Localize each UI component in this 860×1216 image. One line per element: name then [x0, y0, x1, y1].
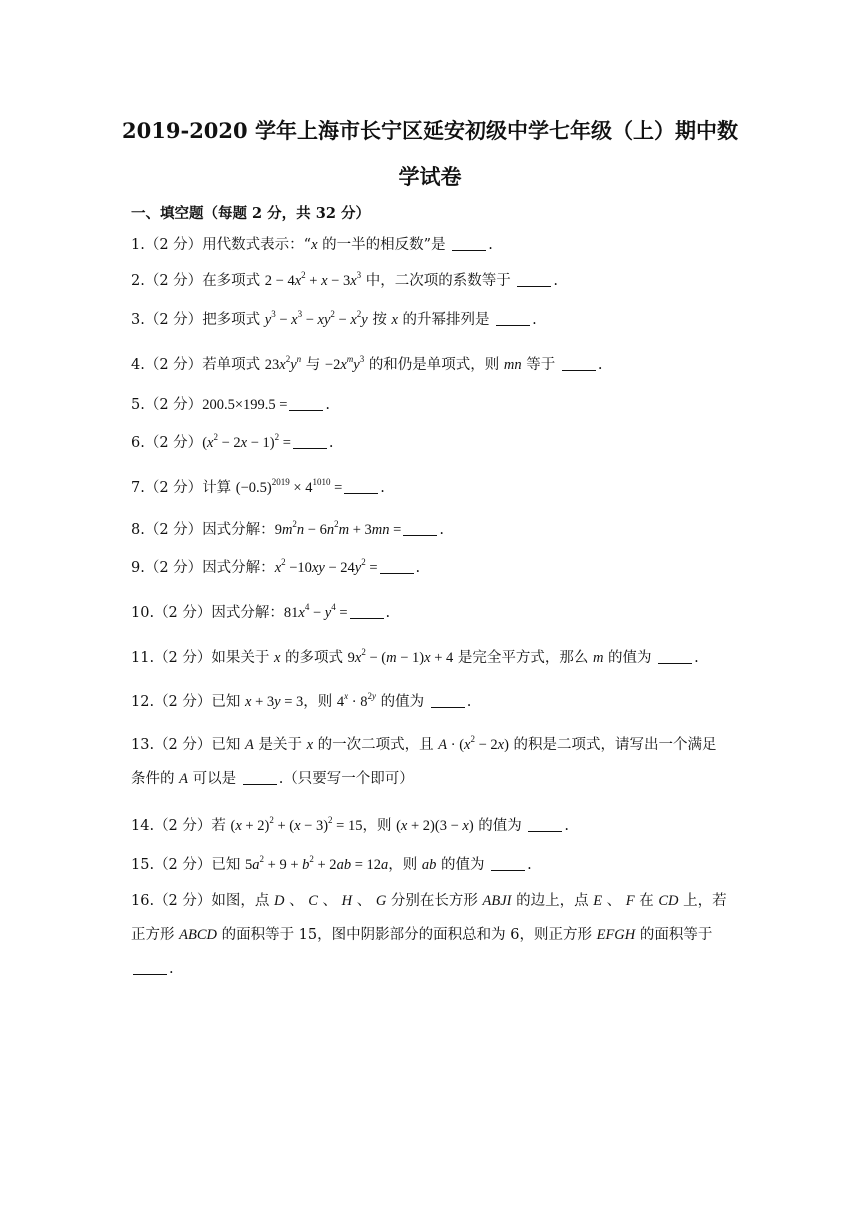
answer-blank[interactable]: [528, 817, 562, 832]
answer-blank[interactable]: [491, 856, 525, 871]
question-11: 11.（2 分）如果关于 x 的多项式 $9x^2 - (m - 1)x + 4$ 是完全平方式，那么 m 的值为 .: [131, 647, 699, 666]
question-5: 5.（2 分）200.5×199.5 = .: [131, 397, 331, 413]
math-expression: $-2x^my^3$: [324, 354, 365, 373]
math-expression: $9x^2 - (m - 1)x + 4$: [347, 647, 454, 666]
answer-blank[interactable]: [380, 559, 414, 574]
answer-blank[interactable]: [431, 693, 465, 708]
answer-blank[interactable]: [243, 770, 277, 785]
math-expression: $(-0.5)^{2019} \times 4^{1010}$ =: [235, 477, 343, 496]
title-line-2: 学试卷: [398, 164, 462, 189]
math-expression: 200.5×199.5 =: [202, 397, 288, 413]
question-12: 12.（2 分）已知 x + 3y = 3，则 $4^x \cdot 8^{2y}$ 的值为 .: [131, 691, 472, 710]
answer-blank[interactable]: [562, 356, 596, 371]
question-15: 15.（2 分）已知 $5a^2 + 9 + b^2 + 2ab = 12a$，则 ab 的值为 .: [131, 854, 532, 873]
exam-title: [100, 108, 760, 200]
question-8: 8.（2 分）因式分解：$9m^2n - 6n^2m + 3mn$ = .: [131, 519, 444, 538]
answer-blank[interactable]: [133, 960, 167, 975]
question-9: 9.（2 分）因式分解：$x^2 -10xy - 24y^2$ = .: [131, 557, 421, 576]
question-4: 4.（2 分）若单项式 $23x^2y^n$ 与 $-2x^my^3$ 的和仍是单项式，则 mn 等于 .: [131, 354, 603, 373]
answer-blank[interactable]: [350, 604, 384, 619]
question-1: 1.（2 分）用代数式表示：“x 的一半的相反数”是 .: [131, 237, 493, 253]
question-10: 10.（2 分）因式分解：$81x^4 - y^4$ = .: [131, 602, 391, 621]
title-line-1: 2019-2020 学年上海市长宁区延安初级中学七年级（上）期中数: [122, 118, 738, 143]
math-expression: $(x + 2)^2 + (x - 3)^2 = 15$: [230, 815, 363, 834]
question-14: 14.（2 分）若 $(x + 2)^2 + (x - 3)^2 = 15$，则 (x + 2)(3 − x) 的值为 .: [131, 815, 569, 834]
question-16: 16.（2 分）如图，点 D 、 C 、 H 、 G 分别在长方形 ABJI 的边上，点 E 、 F 在 CD 上，若正方形 ABCD 的面积等于 15，图中阴影部分的面积总和为 6，则正方形 EFGH 的面积等于 .: [131, 893, 727, 977]
answer-blank[interactable]: [344, 479, 378, 494]
math-expression: $(x^2 - 2x - 1)^2$ =: [202, 432, 291, 451]
math-expression: $x^2 -10xy - 24y^2$ =: [274, 557, 378, 576]
question-7: 7.（2 分）计算 $(-0.5)^{2019} \times 4^{1010}$ = .: [131, 477, 385, 496]
math-expression: x + 3y = 3: [245, 694, 304, 710]
math-expression: $81x^4 - y^4$ =: [283, 602, 348, 621]
math-expression: $y^3 - x^3 - xy^2 - x^2y$: [264, 309, 368, 328]
answer-blank[interactable]: [517, 272, 551, 287]
answer-blank[interactable]: [496, 311, 530, 326]
math-expression: (x + 2)(3 − x): [396, 818, 474, 834]
answer-blank[interactable]: [403, 521, 437, 536]
math-expression: $A \cdot (x^2 - 2x)$: [438, 734, 509, 753]
section-heading: 一、填空题（每题 2 分，共 32 分）: [131, 205, 370, 222]
math-expression: $23x^2y^n$: [264, 354, 302, 373]
math-expression: $5a^2 + 9 + b^2 + 2ab = 12a$: [245, 854, 389, 873]
answer-blank[interactable]: [289, 396, 323, 411]
answer-blank[interactable]: [452, 236, 486, 251]
answer-blank[interactable]: [293, 434, 327, 449]
question-3: 3.（2 分）把多项式 $y^3 - x^3 - xy^2 - x^2y$ 按 x 的升幂排列是 .: [131, 309, 537, 328]
math-expression: $4^x \cdot 8^{2y}$: [336, 691, 376, 710]
question-6: 6.（2 分）$(x^2 - 2x - 1)^2$ = .: [131, 432, 334, 451]
math-expression: $9m^2n - 6n^2m + 3mn$ =: [274, 519, 402, 538]
question-2: 2.（2 分）在多项式 $2 - 4x^2 + x - 3x^3$ 中，二次项的系数等于 .: [131, 270, 558, 289]
math-expression: $2 - 4x^2 + x - 3x^3$: [264, 270, 362, 289]
question-13: 13.（2 分）已知 A 是关于 x 的一次二项式，且 $A \cdot (x^2 - 2x)$ 的积是二项式，请写出一个满足条件的 A 可以是 .（只要写一个即可）: [131, 734, 717, 787]
answer-blank[interactable]: [658, 649, 692, 664]
